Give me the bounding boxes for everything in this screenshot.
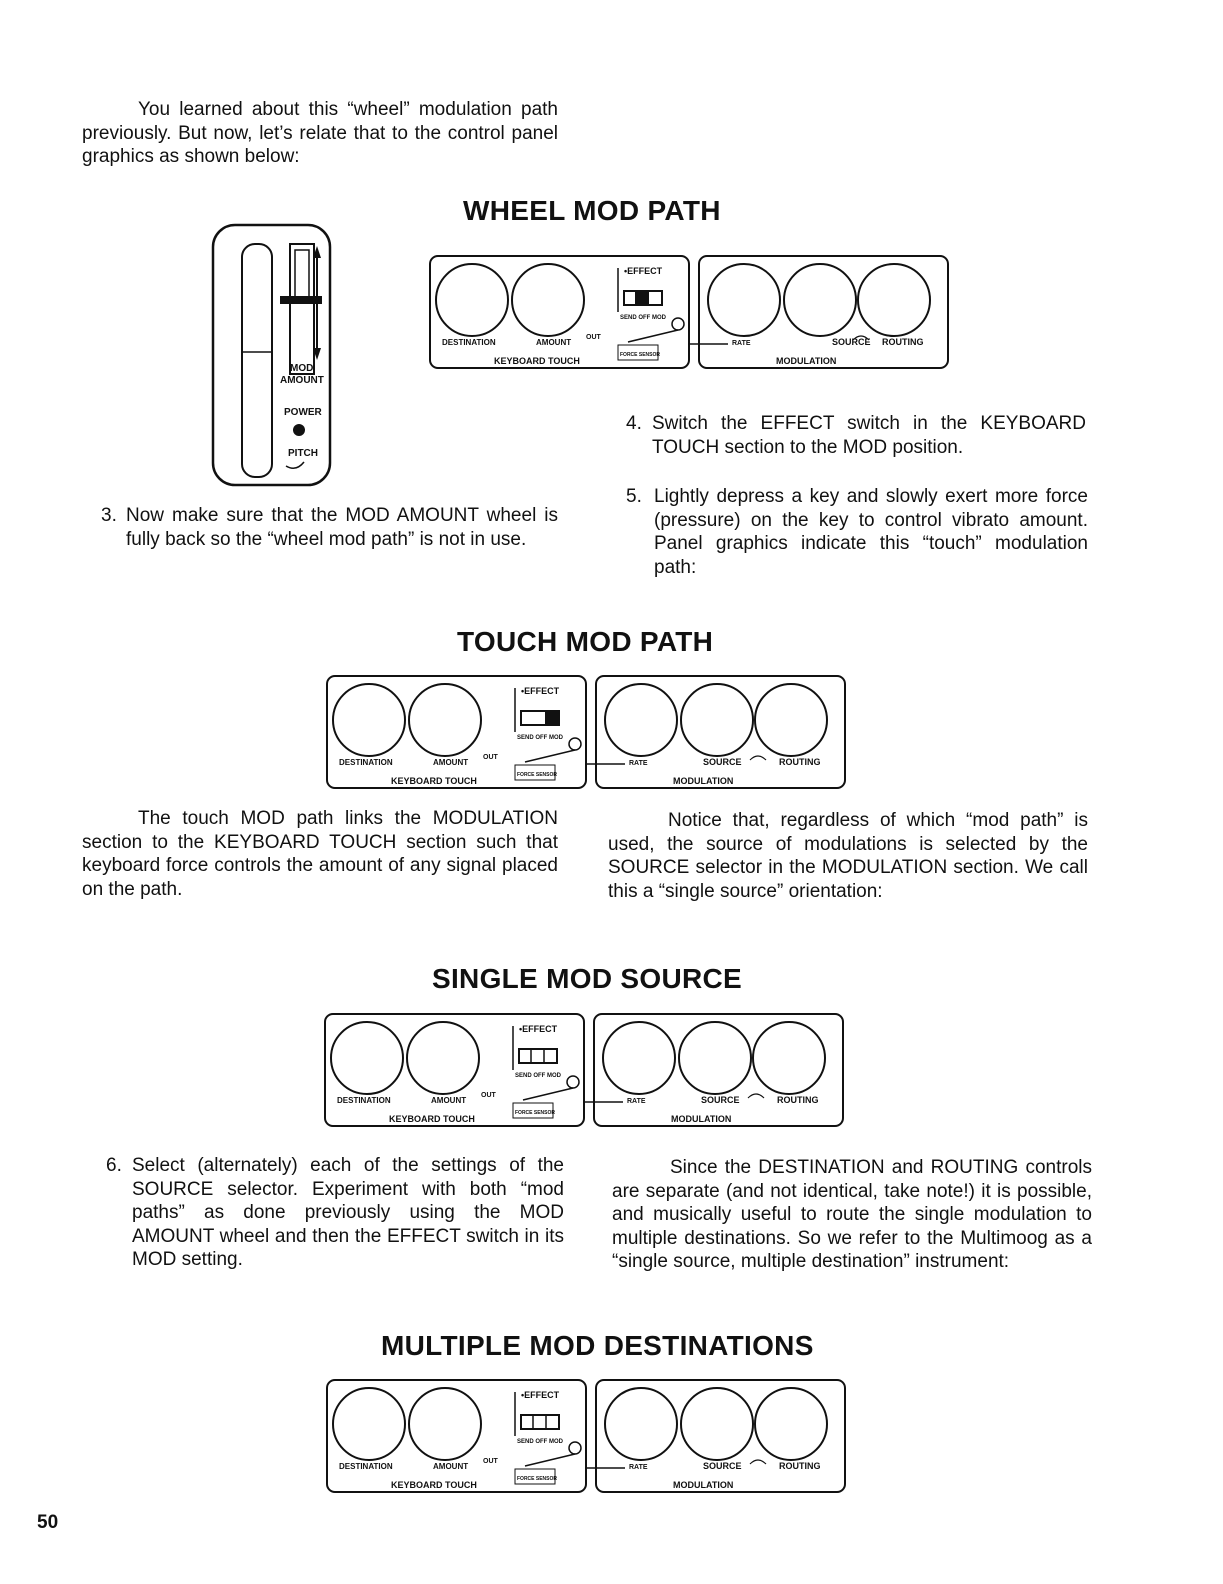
since-paragraph <box>612 1156 1092 1274</box>
out-label: OUT <box>483 1458 498 1465</box>
keyboard-touch-label: KEYBOARD TOUCH <box>391 776 477 786</box>
step-5-text <box>654 485 1088 579</box>
amount-label-panel: AMOUNT <box>431 1096 467 1105</box>
rate-label: RATE <box>732 340 751 347</box>
force-sensor-label: FORCE SENSOR <box>517 772 558 778</box>
out-label: OUT <box>483 754 498 761</box>
modulation-label: MODULATION <box>776 356 837 366</box>
step-5-number: 5. <box>626 486 642 507</box>
heading-touch-mod-path: TOUCH MOD PATH <box>457 626 714 657</box>
modulation-label: MODULATION <box>671 1114 732 1124</box>
mod-label: MOD <box>290 363 314 374</box>
heading-multiple-mod-destinations: MULTIPLE MOD DESTINATIONS <box>381 1330 814 1361</box>
routing-label: ROUTING <box>882 337 924 347</box>
out-label: OUT <box>586 334 601 341</box>
amount-label-panel: AMOUNT <box>433 1462 469 1471</box>
source-label: SOURCE <box>832 337 871 347</box>
send-off-mod-label: SEND OFF MOD <box>515 1073 561 1079</box>
send-off-mod-label: SEND OFF MOD <box>517 735 563 741</box>
out-label: OUT <box>481 1092 496 1099</box>
amount-label: AMOUNT <box>280 375 324 386</box>
power-indicator <box>293 424 305 436</box>
heading-wheel-mod-path: WHEEL MOD PATH <box>463 195 721 226</box>
rate-label: RATE <box>629 1464 648 1471</box>
step-4-body: Switch the EFFECT switch in the KEYBOARD TOUCH section to the MOD position. <box>652 413 1086 458</box>
since-text: Since the DESTINATION and ROUTING controls are separate (and not identical, take note!) it is possible, and musically useful to route the single modulation to multiple destinations. So we refer to the Multimoog as a “single source, multiple destination” instrument: <box>612 1157 1092 1272</box>
step-4-text <box>652 412 1086 459</box>
panel-diagram-single-source <box>323 1012 845 1128</box>
intro-paragraph <box>82 98 558 169</box>
notice-text: Notice that, regardless of which “mod path” is used, the source of modulations is selected by the SOURCE selector in the MODULATION section. We call this a “single source” orientation: <box>608 810 1088 902</box>
source-label: SOURCE <box>703 1461 742 1471</box>
step-3-text <box>126 504 558 551</box>
effect-label: •EFFECT <box>521 686 560 696</box>
step-3-number: 3. <box>101 505 117 526</box>
step-6-body: Select (alternately) each of the settings of the SOURCE selector. Experiment with both “mod paths” as done previously using the MOD AMOUNT wheel and then the EFFECT switch in its MOD setting. <box>132 1155 564 1270</box>
force-sensor-label: FORCE SENSOR <box>620 352 661 358</box>
effect-label: •EFFECT <box>624 266 663 276</box>
panel-diagram-multiple-destinations <box>325 1378 847 1494</box>
touch-links-paragraph <box>82 807 558 901</box>
force-sensor-label: FORCE SENSOR <box>515 1110 556 1116</box>
step-4-number: 4. <box>626 413 642 434</box>
amount-label-panel: AMOUNT <box>433 758 469 767</box>
intro-text: You learned about this “wheel” modulation path previously. But now, let’s relate that to the control panel graphics as shown below: <box>82 99 558 167</box>
routing-label: ROUTING <box>779 757 821 767</box>
panel-diagram-wheel <box>428 254 950 370</box>
step-3-body: Now make sure that the MOD AMOUNT wheel is fully back so the “wheel mod path” is not in use. <box>126 505 558 550</box>
effect-label: •EFFECT <box>519 1024 558 1034</box>
force-sensor-label: FORCE SENSOR <box>517 1476 558 1482</box>
send-off-mod-label: SEND OFF MOD <box>517 1439 563 1445</box>
wheel-panel-illustration <box>210 222 340 488</box>
heading-single-mod-source: SINGLE MOD SOURCE <box>432 963 743 994</box>
touch-links-text: The touch MOD path links the MODULATION section to the KEYBOARD TOUCH section such that keyboard force controls the amount of any signal placed on the path. <box>82 808 558 900</box>
notice-paragraph <box>608 809 1088 903</box>
keyboard-touch-label: KEYBOARD TOUCH <box>494 356 580 366</box>
keyboard-touch-label: KEYBOARD TOUCH <box>389 1114 475 1124</box>
amount-label-panel: AMOUNT <box>536 338 572 347</box>
modulation-label: MODULATION <box>673 1480 734 1490</box>
rate-label: RATE <box>627 1098 646 1105</box>
source-label: SOURCE <box>701 1095 740 1105</box>
send-off-mod-label: SEND OFF MOD <box>620 315 666 321</box>
step-6-text <box>132 1154 564 1272</box>
effect-label: •EFFECT <box>521 1390 560 1400</box>
panel-diagram-touch <box>325 674 847 790</box>
step-5-body: Lightly depress a key and slowly exert more force (pressure) on the key to control vibrato amount. Panel graphics indicate this “touch” modulation path: <box>654 486 1088 578</box>
routing-label: ROUTING <box>777 1095 819 1105</box>
pitch-label: PITCH <box>288 448 318 459</box>
destination-label: DESTINATION <box>337 1096 391 1105</box>
power-label: POWER <box>284 407 322 418</box>
rate-label: RATE <box>629 760 648 767</box>
mod-wheel <box>290 244 314 374</box>
keyboard-touch-label: KEYBOARD TOUCH <box>391 1480 477 1490</box>
destination-label: DESTINATION <box>442 338 496 347</box>
page-number: 50 <box>37 1512 59 1533</box>
step-6-number: 6. <box>106 1155 122 1176</box>
modulation-label: MODULATION <box>673 776 734 786</box>
source-label: SOURCE <box>703 757 742 767</box>
pitch-wheel <box>242 244 272 477</box>
destination-label: DESTINATION <box>339 1462 393 1471</box>
routing-label: ROUTING <box>779 1461 821 1471</box>
destination-label: DESTINATION <box>339 758 393 767</box>
